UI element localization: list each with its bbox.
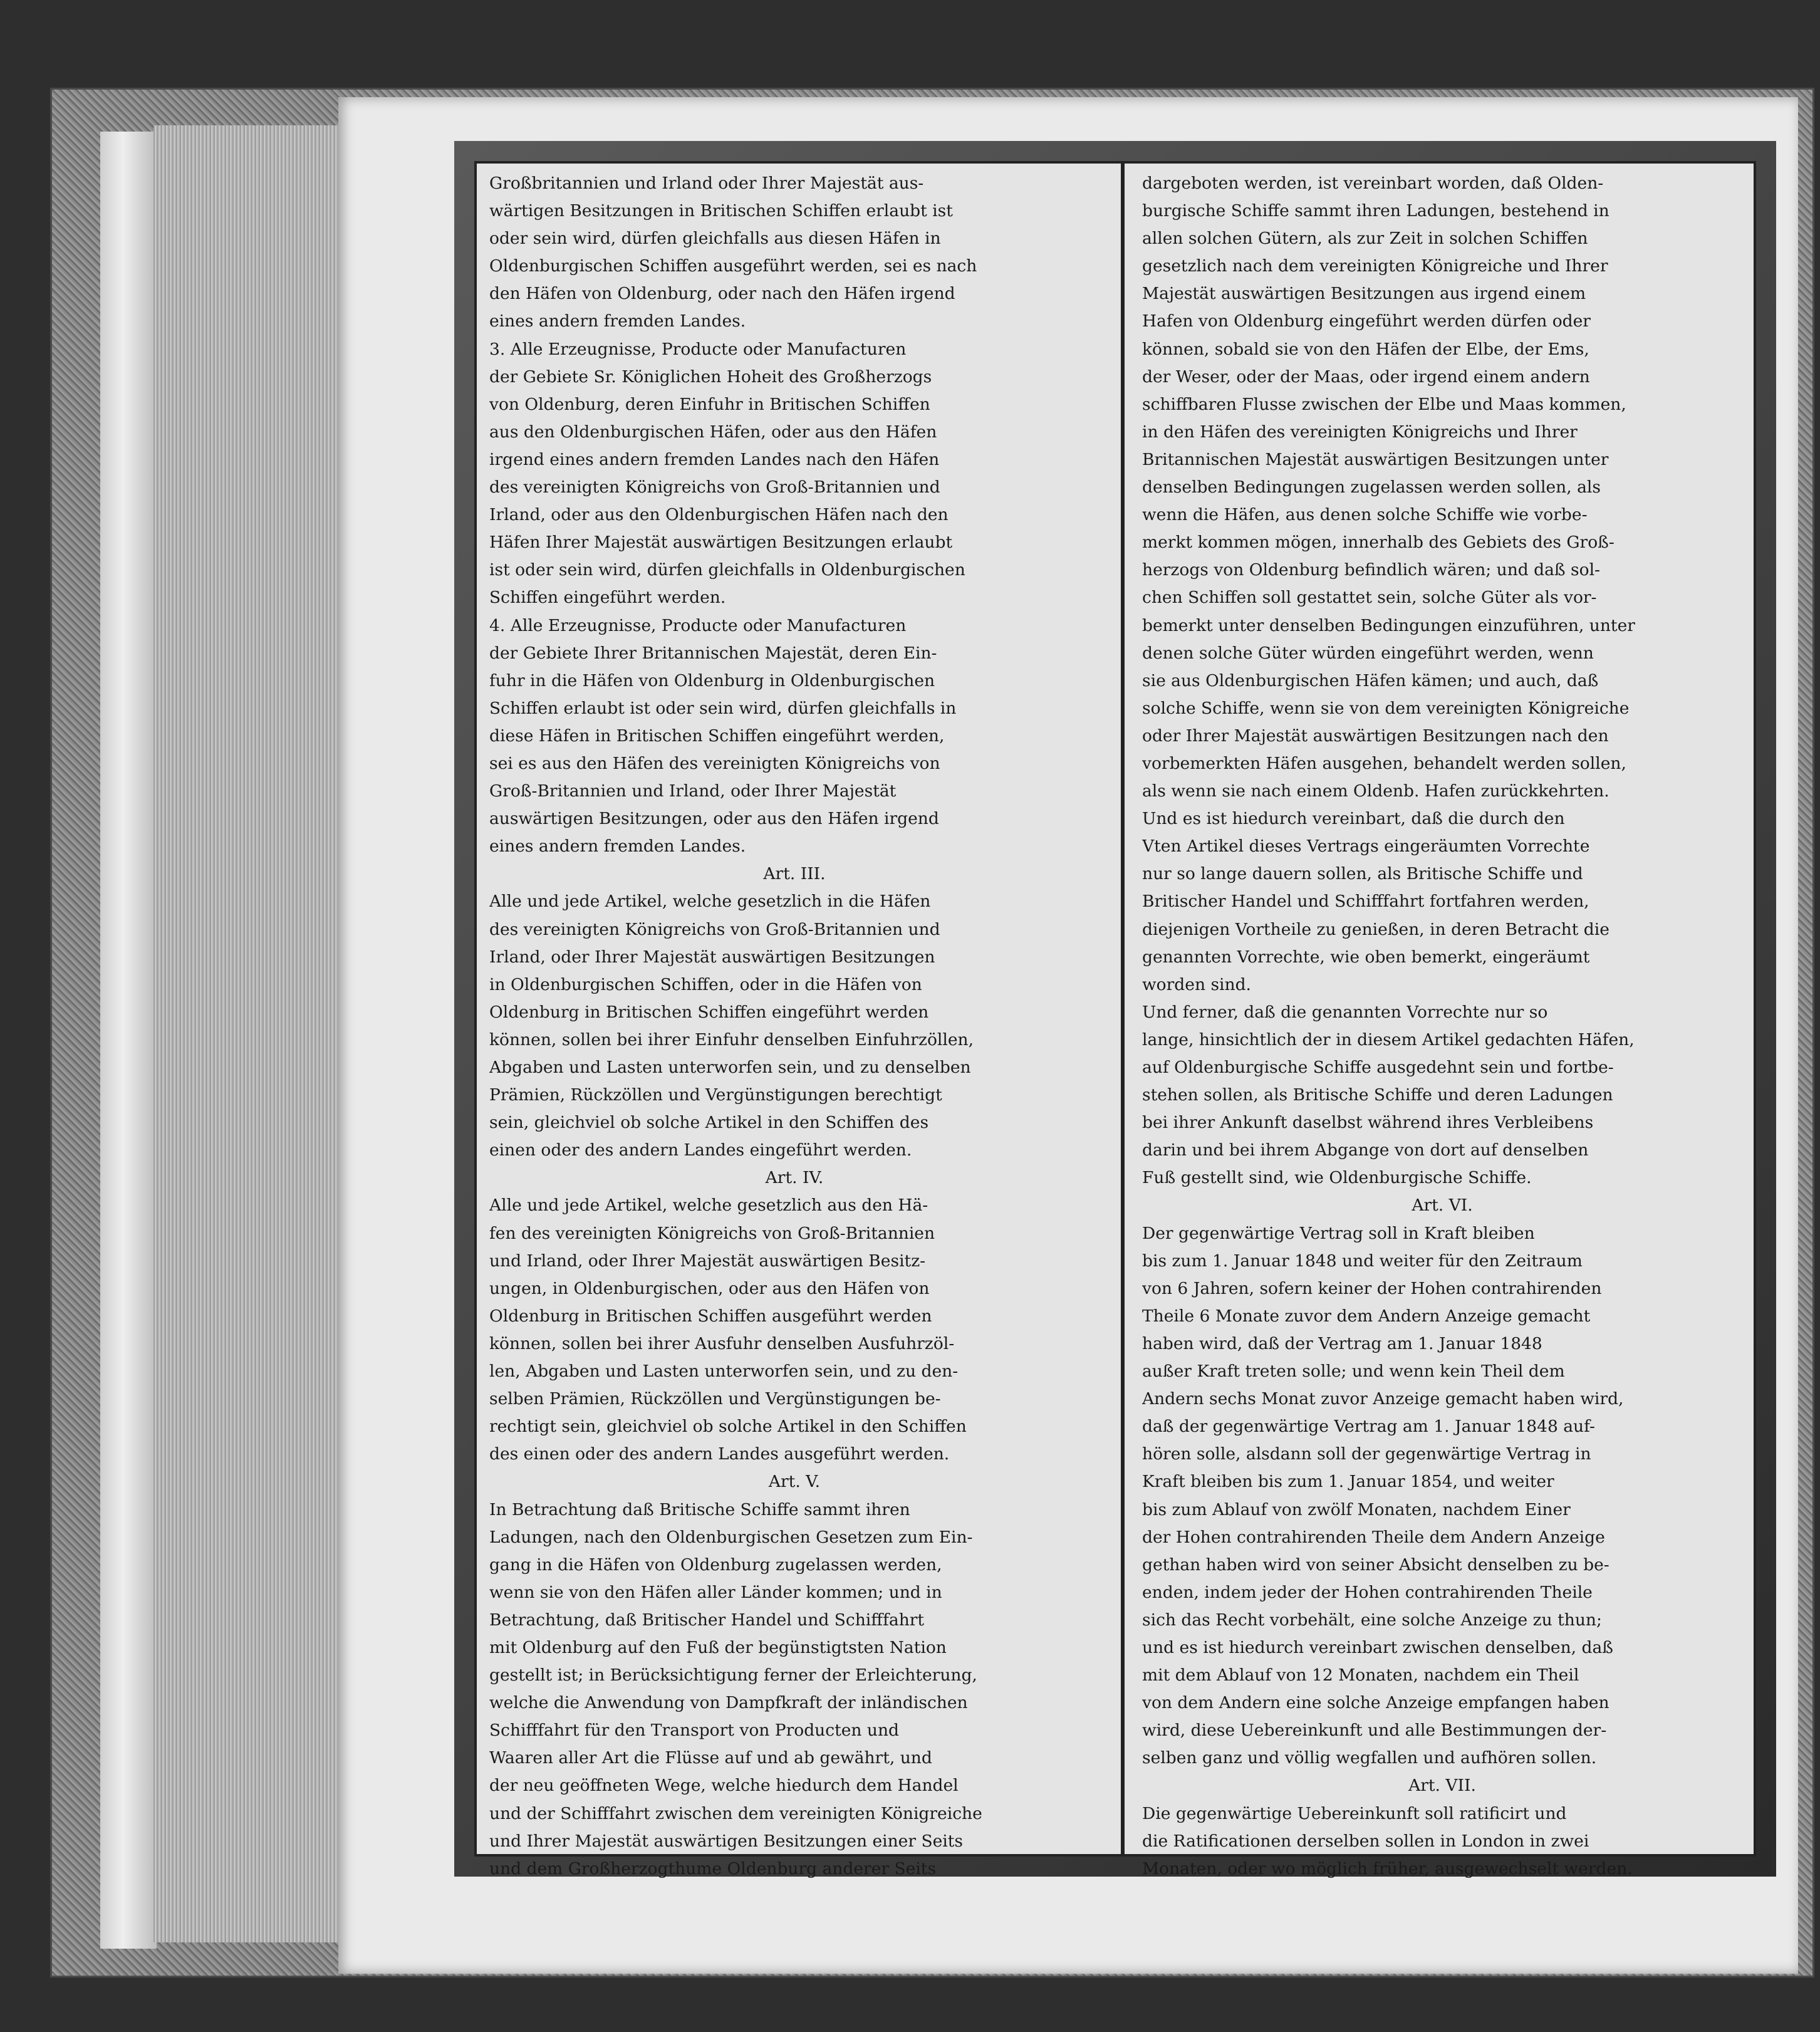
right-column-line: wenn die Häfen, aus denen solche Schiffe wie vorbe- bbox=[1142, 505, 1588, 525]
right-column-line: merkt kommen mögen, innerhalb des Gebiets des Groß- bbox=[1142, 533, 1615, 553]
left-column-line: des einen oder des andern Landes ausgeführt werden. bbox=[489, 1444, 950, 1464]
left-column bbox=[489, 170, 1103, 1878]
left-column-line: len, Abgaben und Lasten unterworfen sein, und zu den- bbox=[489, 1362, 959, 1382]
right-column-line: Britannischen Majestät auswärtigen Besitzungen unter bbox=[1142, 449, 1609, 469]
right-column-line: sich das Recht vorbehält, eine solche Anzeige zu thun; bbox=[1142, 1610, 1602, 1630]
right-column-line: selben ganz und völlig wegfallen und aufhören sollen. bbox=[1142, 1748, 1597, 1768]
right-column-line: Andern sechs Monat zuvor Anzeige gemacht haben wird, bbox=[1142, 1389, 1624, 1409]
left-column-line: Oldenburg in Britischen Schiffen ausgeführt werden bbox=[489, 1306, 932, 1326]
right-column-line: Die gegenwärtige Uebereinkunft soll ratificirt und bbox=[1142, 1803, 1567, 1823]
left-column-line: Groß-Britannien und Irland, oder Ihrer Majestät bbox=[489, 781, 897, 801]
left-column-line: rechtigt sein, gleichviel ob solche Artikel in den Schiffen bbox=[489, 1417, 967, 1437]
right-column-line: bei ihrer Ankunft daselbst während ihres Verbleibens bbox=[1142, 1113, 1594, 1133]
text-frame bbox=[454, 141, 1776, 1877]
right-column-line: diejenigen Vortheile zu genießen, in deren Betracht die bbox=[1142, 919, 1609, 939]
right-column-line: und es ist hiedurch vereinbart zwischen denselben, daß bbox=[1142, 1637, 1613, 1657]
left-column-line: und Irland, oder Ihrer Majestät auswärtigen Besitz- bbox=[489, 1251, 926, 1271]
left-column-line: und Ihrer Majestät auswärtigen Besitzungen einer Seits bbox=[489, 1831, 964, 1851]
article-heading: Art. IV. bbox=[765, 1168, 824, 1188]
right-column-line: stehen sollen, als Britische Schiffe und deren Ladungen bbox=[1142, 1085, 1613, 1105]
left-column-line: 4. Alle Erzeugnisse, Producte oder Manufacturen bbox=[489, 615, 907, 635]
left-column-line: oder sein wird, dürfen gleichfalls aus diesen Häfen in bbox=[489, 229, 941, 249]
left-column-line: sei es aus den Häfen des vereinigten Königreichs von bbox=[489, 753, 940, 773]
left-column-line: den Häfen von Oldenburg, oder nach den Häfen irgend bbox=[489, 284, 955, 304]
left-column-line: des vereinigten Königreichs von Groß-Britannien und bbox=[489, 919, 940, 939]
right-column-line: solche Schiffe, wenn sie von dem vereinigten Königreiche bbox=[1142, 698, 1630, 718]
book-spine bbox=[100, 132, 157, 1949]
right-column-line: auf Oldenburgische Schiffe ausgedehnt sein und fortbe- bbox=[1142, 1058, 1614, 1077]
right-column-line: allen solchen Gütern, als zur Zeit in solchen Schiffen bbox=[1142, 229, 1588, 249]
left-column-line: Betrachtung, daß Britischer Handel und Schifffahrt bbox=[489, 1610, 925, 1630]
right-column-line: Majestät auswärtigen Besitzungen aus irgend einem bbox=[1142, 284, 1586, 304]
right-column-line: burgische Schiffe sammt ihren Ladungen, bestehend in bbox=[1142, 201, 1609, 221]
right-column-line: darin und bei ihrem Abgange von dort auf denselben bbox=[1142, 1140, 1589, 1160]
right-column-line: genannten Vorrechte, wie oben bemerkt, eingeräumt bbox=[1142, 947, 1590, 967]
right-column-line: denselben Bedingungen zugelassen werden sollen, als bbox=[1142, 477, 1601, 498]
right-column-line: enden, indem jeder der Hohen contrahirenden Theile bbox=[1142, 1582, 1593, 1602]
left-column-line: ist oder sein wird, dürfen gleichfalls in Oldenburgischen bbox=[489, 560, 965, 580]
left-column-line: wenn sie von den Häfen aller Länder kommen; und in bbox=[489, 1582, 942, 1602]
left-column-line: Alle und jede Artikel, welche gesetzlich in die Häfen bbox=[489, 892, 931, 912]
left-column-line: Großbritannien und Irland oder Ihrer Majestät aus- bbox=[489, 174, 924, 193]
left-column-line: Oldenburg in Britischen Schiffen eingeführt werden bbox=[489, 1002, 929, 1022]
left-column-line: welche die Anwendung von Dampfkraft der inländischen bbox=[489, 1693, 968, 1713]
left-column-line: der Gebiete Sr. Königlichen Hoheit des Großherzogs bbox=[489, 367, 932, 387]
left-column-line: und der Schifffahrt zwischen dem vereinigten Königreiche bbox=[489, 1803, 982, 1823]
right-column-line: Fuß gestellt sind, wie Oldenburgische Schiffe. bbox=[1142, 1168, 1532, 1188]
left-column-line: Schiffen erlaubt ist oder sein wird, dürfen gleichfalls in bbox=[489, 698, 957, 718]
left-column-line: in Oldenburgischen Schiffen, oder in die Häfen von bbox=[489, 974, 922, 994]
article-heading: Art. VII. bbox=[1408, 1776, 1476, 1796]
page-edges bbox=[153, 125, 360, 1942]
left-column-line: fen des vereinigten Königreichs von Groß-Britannien bbox=[489, 1223, 935, 1243]
left-column-line: einen oder des andern Landes eingeführt werden. bbox=[489, 1140, 912, 1160]
right-column-line: herzogs von Oldenburg befindlich wären; und daß sol- bbox=[1142, 560, 1601, 580]
left-column-line: fuhr in die Häfen von Oldenburg in Oldenburgischen bbox=[489, 670, 935, 690]
right-column-line: bis zum 1. Januar 1848 und weiter für den Zeitraum bbox=[1142, 1251, 1583, 1271]
article-heading: Art. VI. bbox=[1412, 1196, 1473, 1216]
right-column-line: von 6 Jahren, sofern keiner der Hohen contrahirenden bbox=[1142, 1278, 1602, 1298]
right-column-line: außer Kraft treten solle; und wenn kein Theil dem bbox=[1142, 1362, 1565, 1382]
left-column-line: Oldenburgischen Schiffen ausgeführt werden, sei es nach bbox=[489, 256, 977, 276]
right-column-line: gesetzlich nach dem vereinigten Königreiche und Ihrer bbox=[1142, 256, 1608, 276]
right-column-line: oder Ihrer Majestät auswärtigen Besitzungen nach den bbox=[1142, 726, 1609, 746]
right-column-line: können, sobald sie von den Häfen der Elbe, der Ems, bbox=[1142, 339, 1589, 359]
right-column-line: Vten Artikel dieses Vertrags eingeräumten Vorrechte bbox=[1142, 836, 1590, 857]
left-column-line: eines andern fremden Landes. bbox=[489, 311, 746, 331]
right-column-line: schiffbaren Flusse zwischen der Elbe und Maas kommen, bbox=[1142, 394, 1626, 414]
right-column-line: als wenn sie nach einem Oldenb. Hafen zurückkehrten. bbox=[1142, 781, 1609, 801]
right-column-line: lange, hinsichtlich der in diesem Artikel gedachten Häfen, bbox=[1142, 1029, 1635, 1050]
right-column-line: sie aus Oldenburgischen Häfen kämen; und auch, daß bbox=[1142, 670, 1599, 690]
right-column-line: bis zum Ablauf von zwölf Monaten, nachdem Einer bbox=[1142, 1499, 1571, 1519]
text-frame-inner bbox=[474, 161, 1756, 1878]
left-column-line: aus den Oldenburgischen Häfen, oder aus den Häfen bbox=[489, 422, 937, 442]
left-column-line: Schiffen eingeführt werden. bbox=[489, 588, 726, 608]
right-column-line: Der gegenwärtige Vertrag soll in Kraft bleiben bbox=[1142, 1223, 1535, 1243]
right-column-line: Und ferner, daß die genannten Vorrechte nur so bbox=[1142, 1002, 1548, 1022]
right-column-line: Theile 6 Monate zuvor dem Andern Anzeige gemacht bbox=[1142, 1306, 1591, 1326]
right-column-line: worden sind. bbox=[1142, 974, 1251, 994]
left-column-line: von Oldenburg, deren Einfuhr in Britischen Schiffen bbox=[489, 394, 930, 414]
left-column-line: diese Häfen in Britischen Schiffen eingeführt werden, bbox=[489, 726, 945, 746]
right-column bbox=[1142, 170, 1742, 1878]
left-column-line: Irland, oder aus den Oldenburgischen Häfen nach den bbox=[489, 505, 949, 525]
left-column-line: gestellt ist; in Berücksichtigung ferner der Erleichterung, bbox=[489, 1665, 977, 1686]
left-column-line: Häfen Ihrer Majestät auswärtigen Besitzungen erlaubt bbox=[489, 533, 953, 553]
left-column-line: der neu geöffneten Wege, welche hiedurch dem Handel bbox=[489, 1776, 959, 1796]
left-column-line: 3. Alle Erzeugnisse, Producte oder Manufacturen bbox=[489, 339, 907, 359]
right-column-line: wird, diese Uebereinkunft und alle Bestimmungen der- bbox=[1142, 1721, 1607, 1741]
right-column-line: nur so lange dauern sollen, als Britische Schiffe und bbox=[1142, 864, 1583, 884]
left-column-line: selben Prämien, Rückzöllen und Vergünstigungen be- bbox=[489, 1389, 941, 1409]
left-column-line: können, sollen bei ihrer Ausfuhr denselben Ausfuhrzöl- bbox=[489, 1333, 955, 1353]
right-column-line: Kraft bleiben bis zum 1. Januar 1854, und weiter bbox=[1142, 1472, 1554, 1492]
right-column-line: Britischer Handel und Schifffahrt fortfahren werden, bbox=[1142, 892, 1589, 912]
right-column-line: bemerkt unter denselben Bedingungen einzuführen, unter bbox=[1142, 615, 1635, 635]
right-column-line: von dem Andern eine solche Anzeige empfangen haben bbox=[1142, 1693, 1609, 1713]
left-column-line: irgend eines andern fremden Landes nach den Häfen bbox=[489, 449, 940, 469]
left-column-line: mit Oldenburg auf den Fuß der begünstigtsten Nation bbox=[489, 1637, 947, 1657]
left-column-line: Alle und jede Artikel, welche gesetzlich aus den Hä- bbox=[489, 1196, 928, 1216]
left-column-line: auswärtigen Besitzungen, oder aus den Häfen irgend bbox=[489, 809, 939, 829]
left-column-line: Waaren aller Art die Flüsse auf und ab gewährt, und bbox=[489, 1748, 932, 1768]
right-column-line: in den Häfen des vereinigten Königreichs und Ihrer bbox=[1142, 422, 1578, 442]
right-column-line: gethan haben wird von seiner Absicht denselben zu be- bbox=[1142, 1555, 1609, 1575]
left-column-line: Abgaben und Lasten unterworfen sein, und zu denselben bbox=[489, 1058, 971, 1077]
right-column-line: hören solle, alsdann soll der gegenwärtige Vertrag in bbox=[1142, 1444, 1591, 1464]
right-column-line: chen Schiffen soll gestattet sein, solche Güter als vor- bbox=[1142, 588, 1597, 608]
right-column-line: haben wird, daß der Vertrag am 1. Januar 1848 bbox=[1142, 1333, 1542, 1353]
left-column-line: der Gebiete Ihrer Britannischen Majestät, deren Ein- bbox=[489, 643, 937, 663]
right-column-line: dargeboten werden, ist vereinbart worden, daß Olden- bbox=[1142, 174, 1604, 193]
right-column-line: Und es ist hiedurch vereinbart, daß die durch den bbox=[1142, 809, 1565, 829]
left-column-line: eines andern fremden Landes. bbox=[489, 836, 746, 857]
left-column-line: gang in die Häfen von Oldenburg zugelassen werden, bbox=[489, 1555, 942, 1575]
right-column-line: Monaten, oder wo möglich früher, ausgewechselt werden. bbox=[1142, 1858, 1633, 1878]
left-column-line: Schifffahrt für den Transport von Producten und bbox=[489, 1721, 900, 1741]
left-column-line: des vereinigten Königreichs von Groß-Britannien und bbox=[489, 477, 940, 498]
left-column-line: wärtigen Besitzungen in Britischen Schiffen erlaubt ist bbox=[489, 201, 953, 221]
right-column-line: der Weser, oder der Maas, oder irgend einem andern bbox=[1142, 367, 1590, 387]
left-column-line: ungen, in Oldenburgischen, oder aus den Häfen von bbox=[489, 1278, 930, 1298]
right-column-line: daß der gegenwärtige Vertrag am 1. Januar 1848 auf- bbox=[1142, 1417, 1595, 1437]
right-column-line: vorbemerkten Häfen ausgehen, behandelt werden sollen, bbox=[1142, 753, 1626, 773]
left-column-line: und dem Großherzogthume Oldenburg anderer Seits bbox=[489, 1858, 937, 1878]
column-divider bbox=[1121, 164, 1125, 1854]
article-heading: Art. III. bbox=[763, 864, 826, 884]
right-column-line: denen solche Güter würden eingeführt werden, wenn bbox=[1142, 643, 1594, 663]
left-column-line: Irland, oder Ihrer Majestät auswärtigen Besitzungen bbox=[489, 947, 935, 967]
left-column-line: In Betrachtung daß Britische Schiffe sammt ihren bbox=[489, 1499, 910, 1519]
left-column-line: Prämien, Rückzöllen und Vergünstigungen berechtigt bbox=[489, 1085, 942, 1105]
article-heading: Art. V. bbox=[768, 1472, 821, 1492]
right-column-line: Hafen von Oldenburg eingeführt werden dürfen oder bbox=[1142, 311, 1591, 331]
right-column-line: die Ratificationen derselben sollen in London in zwei bbox=[1142, 1831, 1589, 1851]
right-column-line: mit dem Ablauf von 12 Monaten, nachdem ein Theil bbox=[1142, 1665, 1579, 1686]
left-column-line: Ladungen, nach den Oldenburgischen Gesetzen zum Ein- bbox=[489, 1527, 973, 1547]
left-column-line: sein, gleichviel ob solche Artikel in den Schiffen des bbox=[489, 1113, 929, 1133]
left-column-line: können, sollen bei ihrer Einfuhr denselben Einfuhrzöllen, bbox=[489, 1029, 974, 1050]
right-column-line: der Hohen contrahirenden Theile dem Andern Anzeige bbox=[1142, 1527, 1605, 1547]
